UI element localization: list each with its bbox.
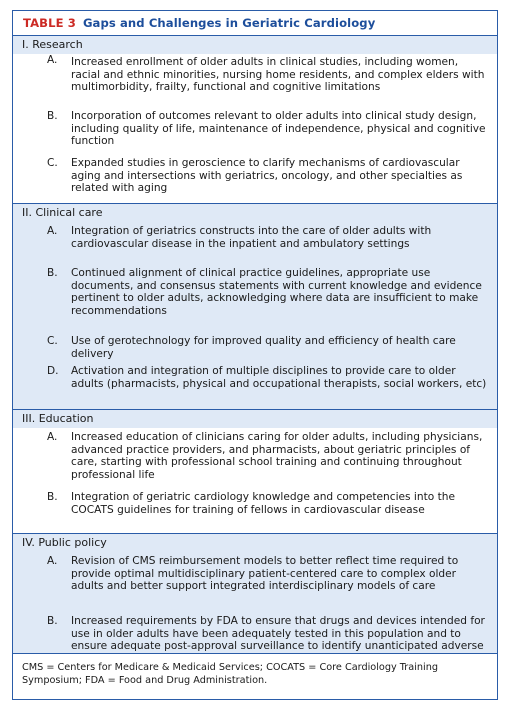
list-item: [13, 428, 497, 489]
list-item: [13, 333, 497, 363]
item-letter: B.: [47, 491, 58, 503]
table-caption: [13, 11, 497, 35]
item-text: Activation and integration of multiple disciplines to provide care to older adults (pharmacists, physical and occupational therapists, social workers, etc): [71, 365, 487, 390]
item-text: Expanded studies in geroscience to clarify mechanisms of cardiovascular aging and intersections with geriatrics, oncology, and other specialties as related with aging: [71, 157, 463, 195]
section-heading: III. Education: [13, 409, 497, 428]
item-letter: A.: [47, 555, 58, 567]
item-text: Increased requirements by FDA to ensure that drugs and devices intended for use in older adults have been adequately tested in this population and to ensure adequate post-approval surveillance to identify unanticipated adverse: [71, 615, 485, 653]
item-letter: B.: [47, 267, 58, 279]
section-heading: I. Research: [13, 35, 497, 54]
item-text: Continued alignment of clinical practice guidelines, appropriate use documents, and consensus statements with current knowledge and evidence pertinent to older adults, acknowledging where data are insufficient to make recommendations: [71, 267, 482, 317]
table-footnote: CMS = Centers for Medicare & Medicaid Services; COCATS = Core Cardiology Training Symposium; FDA = Food and Drug Administration.: [13, 653, 497, 699]
item-text: Revision of CMS reimbursement models to better reflect time required to provide optimal multidisciplinary patient-centered care to complex older adults and better support integrated interdisciplinary models of care: [71, 555, 459, 593]
item-letter: B.: [47, 110, 58, 122]
item-letter: C.: [47, 157, 58, 169]
item-text: Integration of geriatric cardiology knowledge and competencies into the COCATS guidelines for training of fellows in cardiovascular disease: [71, 491, 455, 516]
section-education: [13, 409, 497, 533]
list-item: [13, 154, 497, 203]
item-letter: C.: [47, 335, 58, 347]
item-text: Incorporation of outcomes relevant to older adults into clinical study design, including quality of life, maintenance of independence, physical and cognitive function: [71, 110, 486, 148]
table-label: TABLE 3: [23, 16, 76, 30]
table-container: [12, 10, 498, 700]
section-heading: II. Clinical care: [13, 203, 497, 222]
item-letter: D.: [47, 365, 59, 377]
item-letter: A.: [47, 431, 58, 443]
item-letter: B.: [47, 615, 58, 627]
item-letter: A.: [47, 54, 58, 66]
list-item: [13, 106, 497, 154]
list-item: [13, 265, 497, 333]
item-text: Increased education of clinicians caring for older adults, including physicians, advanced practice providers, and pharmacists, about geriatric principles of care, starting with professional school training and continuing throughout professional life: [71, 431, 483, 481]
item-text: Use of gerotechnology for improved quality and efficiency of health care delivery: [71, 335, 456, 360]
item-text: Increased enrollment of older adults in clinical studies, including women, racial and ethnic minorities, nursing home residents, and complex elders with multimorbidity, frailty, functional and cognitive limitations: [71, 56, 485, 94]
list-item: [13, 489, 497, 533]
list-item: [13, 54, 497, 106]
section-heading: IV. Public policy: [13, 533, 497, 552]
list-item: [13, 552, 497, 613]
table-title: Gaps and Challenges in Geriatric Cardiology: [82, 16, 376, 30]
section-clinical-care: [13, 203, 497, 409]
list-item: [13, 363, 497, 409]
item-text: Integration of geriatrics constructs into the care of older adults with cardiovascular disease in the inpatient and ambulatory settings: [71, 225, 432, 250]
list-item: [13, 222, 497, 265]
section-research: [13, 35, 497, 203]
item-letter: A.: [47, 225, 58, 237]
